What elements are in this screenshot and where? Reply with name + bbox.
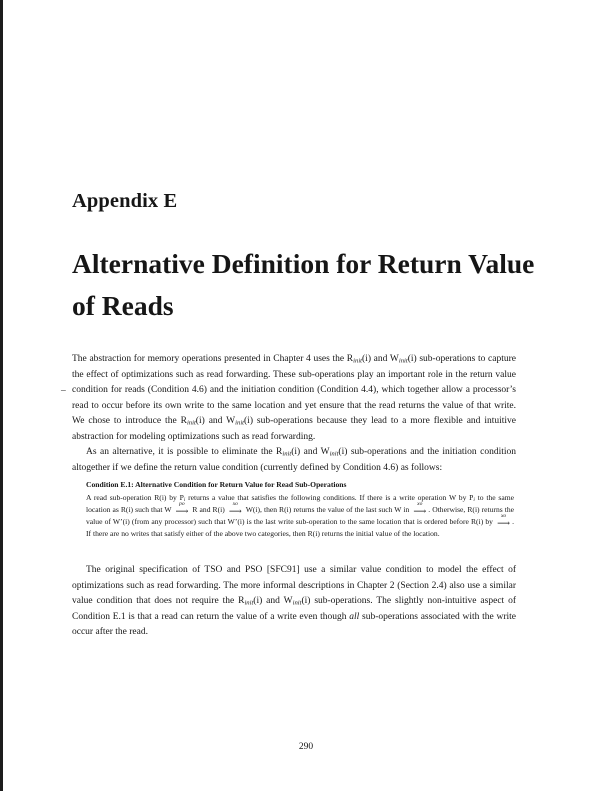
- xo-arrow: xo ⟶: [413, 500, 427, 516]
- body-paragraph-2: As an alternative, it is possible to eliminate the $R_{init}(i)$ and $W_{init}(i)$ sub-operations and the initiation condition altogether if we define the return value condition (currently defined by Condition 4.6) as follows:: [72, 447, 517, 473]
- condition-heading: Condition E.1: Alternative Condition for Return Value for Read Sub-Operations: [86, 480, 347, 489]
- xo-arrow: xo ⟶: [497, 513, 511, 529]
- body-paragraph-1: The abstraction for memory operations presented in Chapter 4 uses the $R_{init}(i)$ and $W_{init}(i)$ sub-operations to capture the effect of optimizations such as read forwarding. These sub-operations play an important role in the return value condition for reads (Condition 4.6) and the initiation condition (Condition 4.4), which together allow a processor’s read to occur before its own write to the same location and yet ensure that the read returns the value of that write. We chose to introduce the $R_{init}(i)$ and $W_{init}(i)$ sub-operations because they lead to a more flexible and intuitive abstraction for modeling optimizations such as read forwarding.: [72, 354, 517, 442]
- condition-e1-block: [86, 479, 514, 541]
- condition-body: A read sub-operation R(i) by $P_i$ returns a value that satisfies the following conditions. If there is a write operation W by $P_i$ to the same location as R(i) such that W po ⟶ R and R(i) xo ⟶ W(i), then R(i) returns the value of the last such W in xo ⟶ . Otherwise, R(i) returns the value of W’(i) (from any processor) such that W’(i) is the last write sub-operation to the same location that is ordered before R(i) by xo ⟶ . If there are no writes that satisfy either of the above two categories, then R(i) returns the initial value of the location.: [86, 492, 515, 539]
- page-binding-edge: [0, 0, 3, 791]
- chapter-title: Alternative Definition for Return Value of Reads: [72, 248, 535, 321]
- page-number: 290: [298, 742, 314, 752]
- po-arrow: po ⟶: [175, 500, 189, 516]
- body-paragraph-3: The original specification of TSO and PSO [SFC91] use a similar value condition to model the effect of optimizations such as read forwarding. The more informal descriptions in Chapter 2 (Section 2.4) also use a similar value condition that does not require the $R_{init}(i)$ and $W_{init}(i)$ sub-operations. The slightly non-intuitive aspect of Condition E.1 is that a read can return the value of a write even though all sub-operations associated with the write occur after the read.: [72, 565, 516, 637]
- change-bar: –: [61, 386, 66, 396]
- xo-arrow: xo ⟶: [228, 500, 242, 516]
- appendix-label: Appendix E: [72, 190, 178, 212]
